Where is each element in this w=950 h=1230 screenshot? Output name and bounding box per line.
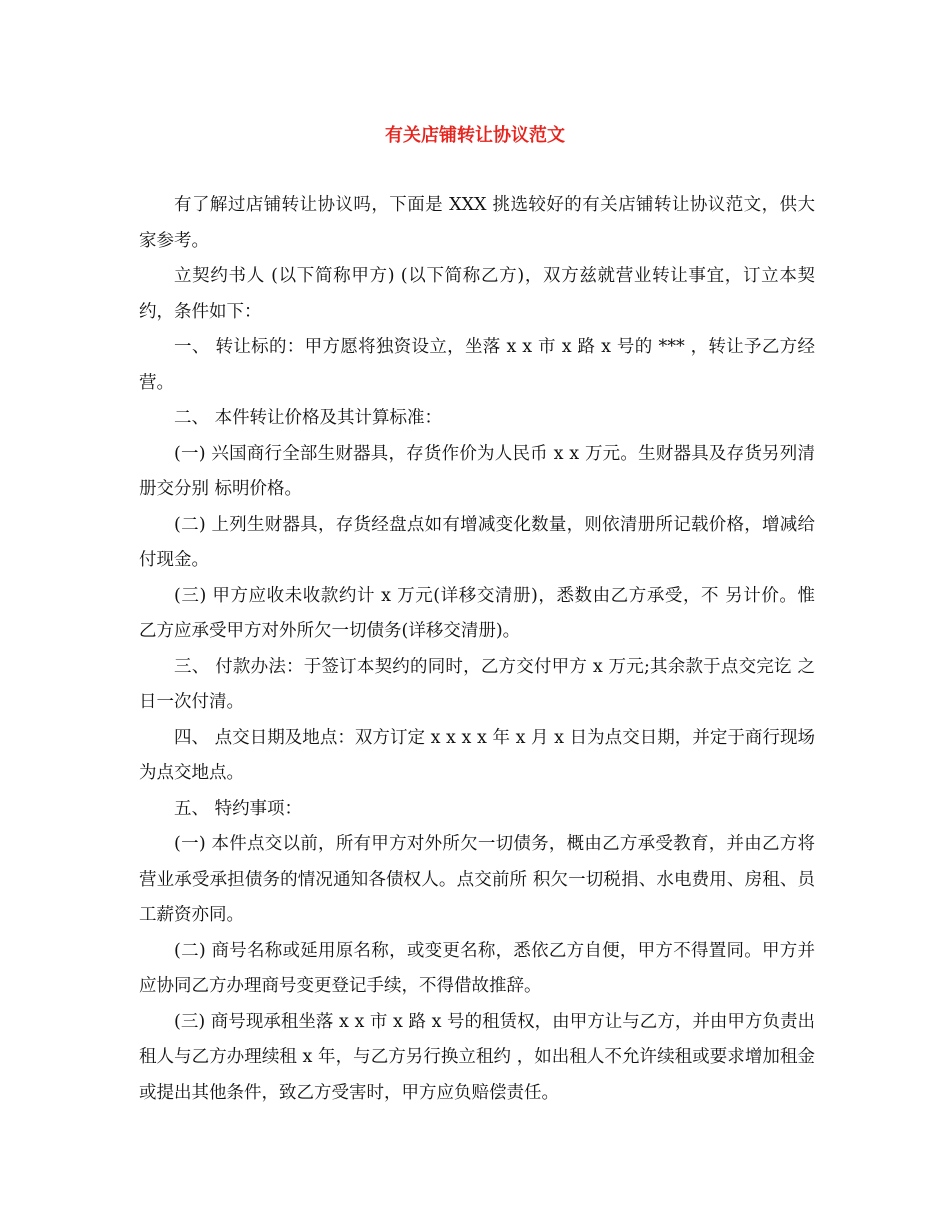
- paragraph-article-2-item-2: (二) 上列生财器具，存货经盘点如有增减变化数量，则依清册所记载价格，增减给付现金。: [139, 514, 815, 570]
- paragraph-article-1: 一、 转让标的：甲方愿将独资设立，坐落 x x 市 x 路 x 号的 *** ，转让予乙方经营。: [139, 337, 815, 393]
- paragraph-article-5-item-1: (一) 本件点交以前，所有甲方对外所欠一切债务，概由乙方承受教育，并由乙方将营业承受承担债务的情况通知各债权人。点交前所 积欠一切税捐、水电费用、房租、员工薪资亦同。: [139, 834, 815, 925]
- paragraph-intro: 有了解过店铺转让协议吗，下面是 XXX 挑选较好的有关店铺转让协议范文，供大家参考。: [139, 195, 815, 251]
- document-body: [139, 188, 821, 1111]
- document-title: 有关店铺转让协议范文: [385, 125, 565, 146]
- paragraph-article-4: 四、 点交日期及地点：双方订定 x x x x 年 x 月 x 日为点交日期，并定于商行现场为点交地点。: [139, 727, 815, 783]
- paragraph-article-5-item-3: (三) 商号现承租坐落 x x 市 x 路 x 号的租赁权，由甲方让与乙方，并由甲方负责出租人与乙方办理续租 x 年，与乙方另行换立租约 ，如出租人不允许续租或要求增加租金或提出其他条件，致乙方受害时，甲方应负赔偿责任。: [139, 1011, 815, 1103]
- paragraph-article-5-item-2: (二) 商号名称或延用原名称，或变更名称，悉依乙方自便，甲方不得置同。甲方并应协同乙方办理商号变更登记手续，不得借故推辞。: [139, 940, 815, 996]
- paragraph-article-2-item-1: (一) 兴国商行全部生财器具，存货作价为人民币 x x 万元。生财器具及存货另列清册交分别 标明价格。: [139, 443, 815, 499]
- paragraph-article-3: 三、 付款办法：于签订本契约的同时，乙方交付甲方 x 万元;其余款于点交完讫 之日一次付清。: [139, 656, 815, 712]
- paragraph-parties: 立契约书人 (以下简称甲方) (以下简称乙方)，双方兹就营业转让事宜，订立本契约，条件如下：: [139, 266, 815, 322]
- paragraph-article-2: 二、 本件转让价格及其计算标准：: [174, 408, 443, 428]
- paragraph-article-5: 五、 特约事项：: [174, 798, 303, 819]
- paragraph-article-2-item-3: (三) 甲方应收未收款约计 x 万元(详移交清册)，悉数由乙方承受，不 另计价。惟 乙方应承受甲方对外所欠一切债务(详移交清册)。: [139, 585, 821, 641]
